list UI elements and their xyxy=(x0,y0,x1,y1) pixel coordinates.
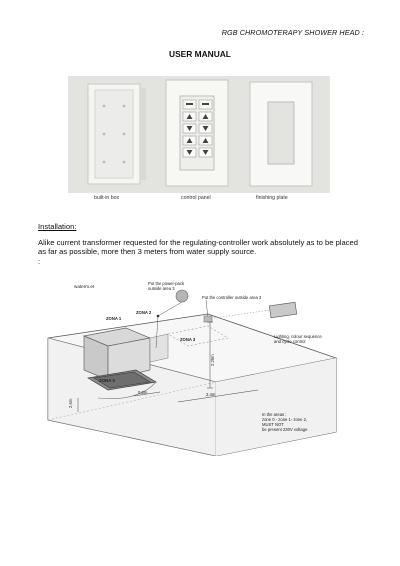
label-lighting-2: and cycle control xyxy=(274,339,306,344)
label-power-pack-2: outside area 3 xyxy=(148,286,175,291)
control-panel-image xyxy=(166,80,228,186)
label-watermeter: waterm.et xyxy=(74,284,95,289)
label-height: 2.25m xyxy=(210,354,215,366)
label-dist-1: 0,6m xyxy=(138,390,148,395)
caption-control-panel: control panel xyxy=(181,195,211,201)
label-zona-1: ZONA 1 xyxy=(106,316,122,321)
installation-colon: : xyxy=(38,256,41,266)
caption-built-in-box: built-in box xyxy=(94,195,120,201)
label-dist-2: 2,4m xyxy=(206,392,216,397)
label-power-pack: Put the power-pack xyxy=(148,281,185,286)
label-areas-3: MUST NOT xyxy=(262,422,284,427)
document-header: RGB CHROMOTERAPY SHOWER HEAD : xyxy=(221,28,364,37)
label-controller: Put the controller outside area 3 xyxy=(202,295,262,300)
installation-paragraph: Alike current transformer requested for the regulating-controller work absolutely as to be placed as far as possible, more then 3 meters from water supply source. xyxy=(38,238,358,257)
built-in-box-image xyxy=(88,84,146,184)
caption-finishing-plate: finishing plate xyxy=(256,195,288,201)
label-areas-2: zone 0 - zone 1- zone 2, xyxy=(262,417,308,422)
page-title: USER MANUAL xyxy=(169,49,231,59)
installation-text xyxy=(38,238,366,266)
label-zona-0: ZONA 0 xyxy=(99,378,115,383)
installation-diagram xyxy=(38,278,368,456)
label-zona-2: ZONA 2 xyxy=(136,310,152,315)
installation-heading: Installation: xyxy=(38,222,77,231)
label-lighting-1: Lighting, colour sequence xyxy=(274,334,322,339)
label-areas-1: In the areas : xyxy=(262,412,287,417)
label-dist-3: 2,6m xyxy=(68,398,73,408)
label-zona-3: ZONA 3 xyxy=(180,337,196,342)
label-areas-4: be present 230V voltage xyxy=(262,427,308,432)
finishing-plate-image xyxy=(250,82,312,186)
product-photo xyxy=(68,76,330,193)
